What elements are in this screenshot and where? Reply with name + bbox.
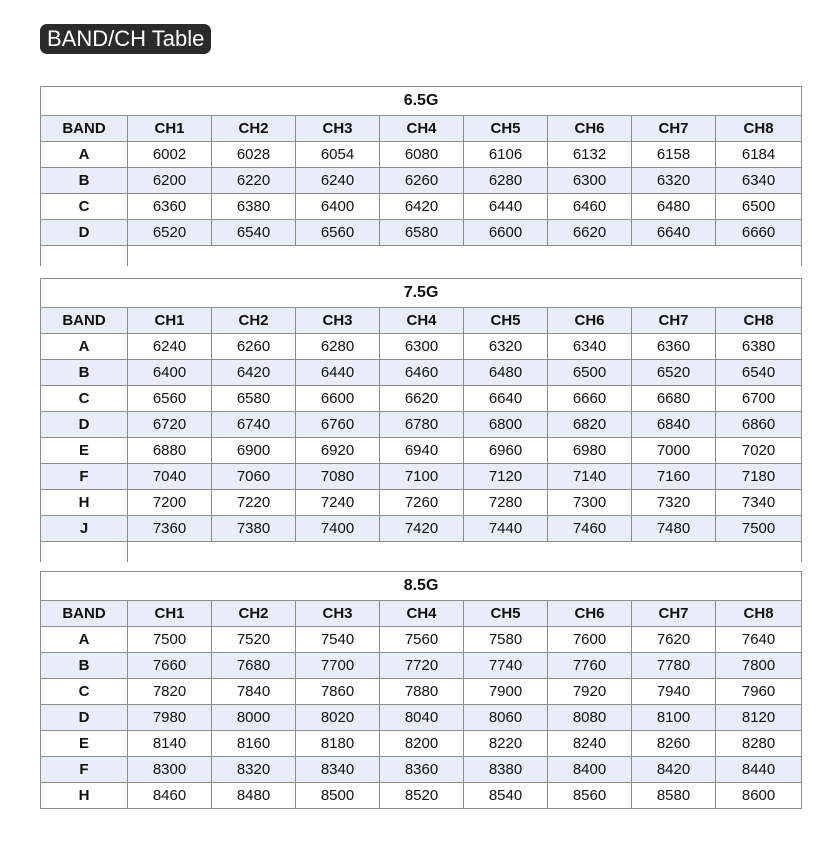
channel-value: 6480 — [632, 194, 716, 220]
channel-value: 8540 — [464, 783, 548, 809]
channel-value: 8080 — [548, 705, 632, 731]
table-row — [41, 194, 802, 220]
channel-value: 8280 — [716, 731, 802, 757]
channel-value: 6500 — [716, 194, 802, 220]
header-band: BAND — [41, 601, 128, 627]
channel-value: 7940 — [632, 679, 716, 705]
channel-value: 8380 — [464, 757, 548, 783]
channel-value: 6106 — [464, 142, 548, 168]
band-cell: F — [41, 757, 128, 783]
header-ch5: CH5 — [464, 116, 548, 142]
channel-value: 7900 — [464, 679, 548, 705]
channel-value: 6200 — [128, 168, 212, 194]
table-row — [41, 360, 802, 386]
channel-value: 6640 — [464, 386, 548, 412]
channel-value: 8420 — [632, 757, 716, 783]
channel-value: 8600 — [716, 783, 802, 809]
header-ch2: CH2 — [212, 601, 296, 627]
channel-value: 7020 — [716, 438, 802, 464]
table-caption-row — [41, 572, 802, 601]
channel-value: 7920 — [548, 679, 632, 705]
band-cell: E — [41, 438, 128, 464]
channel-value: 6580 — [212, 386, 296, 412]
channel-value: 6460 — [548, 194, 632, 220]
table-row — [41, 731, 802, 757]
channel-value: 6240 — [128, 334, 212, 360]
channel-value: 7500 — [128, 627, 212, 653]
band-cell: B — [41, 360, 128, 386]
table-row — [41, 412, 802, 438]
header-ch3: CH3 — [296, 116, 380, 142]
channel-value: 8040 — [380, 705, 464, 731]
channel-value: 6560 — [296, 220, 380, 246]
channel-value: 7060 — [212, 464, 296, 490]
table-row — [41, 679, 802, 705]
channel-value: 8500 — [296, 783, 380, 809]
channel-value: 6660 — [716, 220, 802, 246]
channel-value: 6520 — [128, 220, 212, 246]
table-6-5g — [40, 86, 802, 266]
channel-value: 7600 — [548, 627, 632, 653]
table-caption-row — [41, 279, 802, 308]
table-7-5g — [40, 278, 802, 562]
header-ch1: CH1 — [128, 308, 212, 334]
channel-value: 6920 — [296, 438, 380, 464]
channel-value: 7040 — [128, 464, 212, 490]
page-title: BAND/CH Table — [40, 24, 211, 54]
header-ch4: CH4 — [380, 116, 464, 142]
table-row — [41, 516, 802, 542]
channel-value: 7520 — [212, 627, 296, 653]
channel-value: 8020 — [296, 705, 380, 731]
channel-value: 7760 — [548, 653, 632, 679]
channel-value: 8140 — [128, 731, 212, 757]
header-ch4: CH4 — [380, 601, 464, 627]
channel-value: 6520 — [632, 360, 716, 386]
table-row — [41, 438, 802, 464]
channel-value: 6940 — [380, 438, 464, 464]
channel-value: 8160 — [212, 731, 296, 757]
channel-value: 6500 — [548, 360, 632, 386]
table-row — [41, 386, 802, 412]
channel-value: 6820 — [548, 412, 632, 438]
table-row — [41, 757, 802, 783]
header-ch7: CH7 — [632, 116, 716, 142]
channel-value: 7100 — [380, 464, 464, 490]
channel-value: 7820 — [128, 679, 212, 705]
band-cell: H — [41, 490, 128, 516]
channel-value: 7180 — [716, 464, 802, 490]
channel-value: 6540 — [212, 220, 296, 246]
channel-value: 7340 — [716, 490, 802, 516]
header-ch6: CH6 — [548, 601, 632, 627]
band-cell: D — [41, 705, 128, 731]
channel-value: 6780 — [380, 412, 464, 438]
table-row — [41, 464, 802, 490]
channel-value: 7880 — [380, 679, 464, 705]
band-cell: C — [41, 194, 128, 220]
channel-value: 6740 — [212, 412, 296, 438]
channel-value: 7220 — [212, 490, 296, 516]
spacer-row — [41, 246, 802, 267]
channel-value: 7240 — [296, 490, 380, 516]
band-cell: D — [41, 412, 128, 438]
channel-value: 6280 — [296, 334, 380, 360]
header-ch8: CH8 — [716, 601, 802, 627]
channel-value: 6720 — [128, 412, 212, 438]
channel-value: 7440 — [464, 516, 548, 542]
header-ch5: CH5 — [464, 308, 548, 334]
channel-value: 8060 — [464, 705, 548, 731]
channel-value: 7400 — [296, 516, 380, 542]
channel-value: 6800 — [464, 412, 548, 438]
band-cell: B — [41, 168, 128, 194]
band-cell: B — [41, 653, 128, 679]
channel-value: 6340 — [716, 168, 802, 194]
channel-value: 8200 — [380, 731, 464, 757]
band-cell: D — [41, 220, 128, 246]
channel-value: 8320 — [212, 757, 296, 783]
channel-value: 6054 — [296, 142, 380, 168]
channel-value: 6440 — [464, 194, 548, 220]
table-caption: 8.5G — [41, 572, 802, 601]
band-cell: C — [41, 386, 128, 412]
table-8-5g — [40, 571, 802, 809]
channel-value: 6340 — [548, 334, 632, 360]
channel-value: 7640 — [716, 627, 802, 653]
header-ch6: CH6 — [548, 116, 632, 142]
header-ch3: CH3 — [296, 601, 380, 627]
channel-value: 7860 — [296, 679, 380, 705]
channel-value: 6440 — [296, 360, 380, 386]
channel-value: 6580 — [380, 220, 464, 246]
channel-value: 6960 — [464, 438, 548, 464]
channel-value: 6300 — [548, 168, 632, 194]
band-cell: A — [41, 334, 128, 360]
channel-value: 6400 — [296, 194, 380, 220]
channel-value: 6980 — [548, 438, 632, 464]
header-band: BAND — [41, 308, 128, 334]
channel-value: 6620 — [548, 220, 632, 246]
channel-value: 6158 — [632, 142, 716, 168]
spacer-row — [41, 542, 802, 563]
channel-value: 6380 — [716, 334, 802, 360]
channel-value: 6300 — [380, 334, 464, 360]
channel-value: 6002 — [128, 142, 212, 168]
channel-value: 8440 — [716, 757, 802, 783]
channel-value: 8260 — [632, 731, 716, 757]
table-header-row — [41, 308, 802, 334]
channel-value: 7300 — [548, 490, 632, 516]
channel-value: 6560 — [128, 386, 212, 412]
channel-value: 7000 — [632, 438, 716, 464]
channel-value: 8520 — [380, 783, 464, 809]
band-cell: C — [41, 679, 128, 705]
channel-value: 8400 — [548, 757, 632, 783]
channel-value: 6460 — [380, 360, 464, 386]
channel-value: 6880 — [128, 438, 212, 464]
channel-value: 8220 — [464, 731, 548, 757]
channel-value: 8120 — [716, 705, 802, 731]
channel-value: 6600 — [296, 386, 380, 412]
channel-value: 7500 — [716, 516, 802, 542]
channel-value: 6240 — [296, 168, 380, 194]
channel-value: 7380 — [212, 516, 296, 542]
table-row — [41, 334, 802, 360]
channel-value: 8340 — [296, 757, 380, 783]
band-cell: F — [41, 464, 128, 490]
channel-value: 6420 — [380, 194, 464, 220]
channel-value: 7960 — [716, 679, 802, 705]
channel-value: 7980 — [128, 705, 212, 731]
table-caption: 6.5G — [41, 87, 802, 116]
channel-value: 6184 — [716, 142, 802, 168]
header-ch4: CH4 — [380, 308, 464, 334]
channel-value: 6280 — [464, 168, 548, 194]
header-ch5: CH5 — [464, 601, 548, 627]
channel-value: 6760 — [296, 412, 380, 438]
channel-value: 7800 — [716, 653, 802, 679]
channel-value: 7320 — [632, 490, 716, 516]
band-cell: H — [41, 783, 128, 809]
spacer-cell — [41, 542, 128, 563]
channel-value: 7080 — [296, 464, 380, 490]
channel-value: 6360 — [632, 334, 716, 360]
channel-value: 8480 — [212, 783, 296, 809]
channel-value: 6660 — [548, 386, 632, 412]
table-row — [41, 168, 802, 194]
header-band: BAND — [41, 116, 128, 142]
channel-value: 6320 — [632, 168, 716, 194]
header-ch7: CH7 — [632, 601, 716, 627]
channel-value: 6260 — [212, 334, 296, 360]
band-cell: A — [41, 627, 128, 653]
channel-value: 7660 — [128, 653, 212, 679]
band-cell: E — [41, 731, 128, 757]
channel-value: 7540 — [296, 627, 380, 653]
channel-value: 7700 — [296, 653, 380, 679]
channel-value: 7740 — [464, 653, 548, 679]
channel-value: 7460 — [548, 516, 632, 542]
channel-value: 6700 — [716, 386, 802, 412]
channel-value: 7840 — [212, 679, 296, 705]
channel-value: 7200 — [128, 490, 212, 516]
channel-value: 7780 — [632, 653, 716, 679]
header-ch8: CH8 — [716, 116, 802, 142]
table-header-row — [41, 116, 802, 142]
channel-value: 7360 — [128, 516, 212, 542]
channel-value: 6360 — [128, 194, 212, 220]
table-row — [41, 783, 802, 809]
channel-value: 6640 — [632, 220, 716, 246]
channel-value: 8100 — [632, 705, 716, 731]
table-header-row — [41, 601, 802, 627]
spacer-cell — [128, 246, 802, 267]
channel-value: 6620 — [380, 386, 464, 412]
table-caption: 7.5G — [41, 279, 802, 308]
spacer-cell — [128, 542, 802, 563]
band-cell: A — [41, 142, 128, 168]
channel-value: 6028 — [212, 142, 296, 168]
channel-value: 6480 — [464, 360, 548, 386]
table-row — [41, 220, 802, 246]
channel-value: 7280 — [464, 490, 548, 516]
channel-value: 7260 — [380, 490, 464, 516]
channel-value: 7620 — [632, 627, 716, 653]
channel-value: 6080 — [380, 142, 464, 168]
channel-value: 7720 — [380, 653, 464, 679]
channel-value: 7160 — [632, 464, 716, 490]
channel-value: 6132 — [548, 142, 632, 168]
table-row — [41, 627, 802, 653]
channel-value: 7680 — [212, 653, 296, 679]
header-ch2: CH2 — [212, 308, 296, 334]
header-ch3: CH3 — [296, 308, 380, 334]
table-row — [41, 142, 802, 168]
channel-value: 8300 — [128, 757, 212, 783]
table-caption-row — [41, 87, 802, 116]
channel-value: 6380 — [212, 194, 296, 220]
band-cell: J — [41, 516, 128, 542]
header-ch2: CH2 — [212, 116, 296, 142]
channel-value: 6860 — [716, 412, 802, 438]
channel-value: 8180 — [296, 731, 380, 757]
channel-value: 7560 — [380, 627, 464, 653]
channel-value: 6540 — [716, 360, 802, 386]
channel-value: 6320 — [464, 334, 548, 360]
channel-value: 8460 — [128, 783, 212, 809]
channel-value: 8580 — [632, 783, 716, 809]
header-ch1: CH1 — [128, 116, 212, 142]
table-row — [41, 653, 802, 679]
channel-value: 6400 — [128, 360, 212, 386]
channel-value: 6680 — [632, 386, 716, 412]
channel-value: 8240 — [548, 731, 632, 757]
header-ch7: CH7 — [632, 308, 716, 334]
channel-value: 6420 — [212, 360, 296, 386]
channel-value: 8360 — [380, 757, 464, 783]
header-ch1: CH1 — [128, 601, 212, 627]
channel-value: 6220 — [212, 168, 296, 194]
channel-value: 6260 — [380, 168, 464, 194]
channel-value: 7580 — [464, 627, 548, 653]
channel-value: 8000 — [212, 705, 296, 731]
channel-value: 8560 — [548, 783, 632, 809]
header-ch6: CH6 — [548, 308, 632, 334]
channel-value: 7120 — [464, 464, 548, 490]
channel-value: 6900 — [212, 438, 296, 464]
header-ch8: CH8 — [716, 308, 802, 334]
table-row — [41, 490, 802, 516]
table-row — [41, 705, 802, 731]
channel-value: 6600 — [464, 220, 548, 246]
channel-value: 6840 — [632, 412, 716, 438]
channel-value: 7140 — [548, 464, 632, 490]
channel-value: 7420 — [380, 516, 464, 542]
channel-value: 7480 — [632, 516, 716, 542]
spacer-cell — [41, 246, 128, 267]
